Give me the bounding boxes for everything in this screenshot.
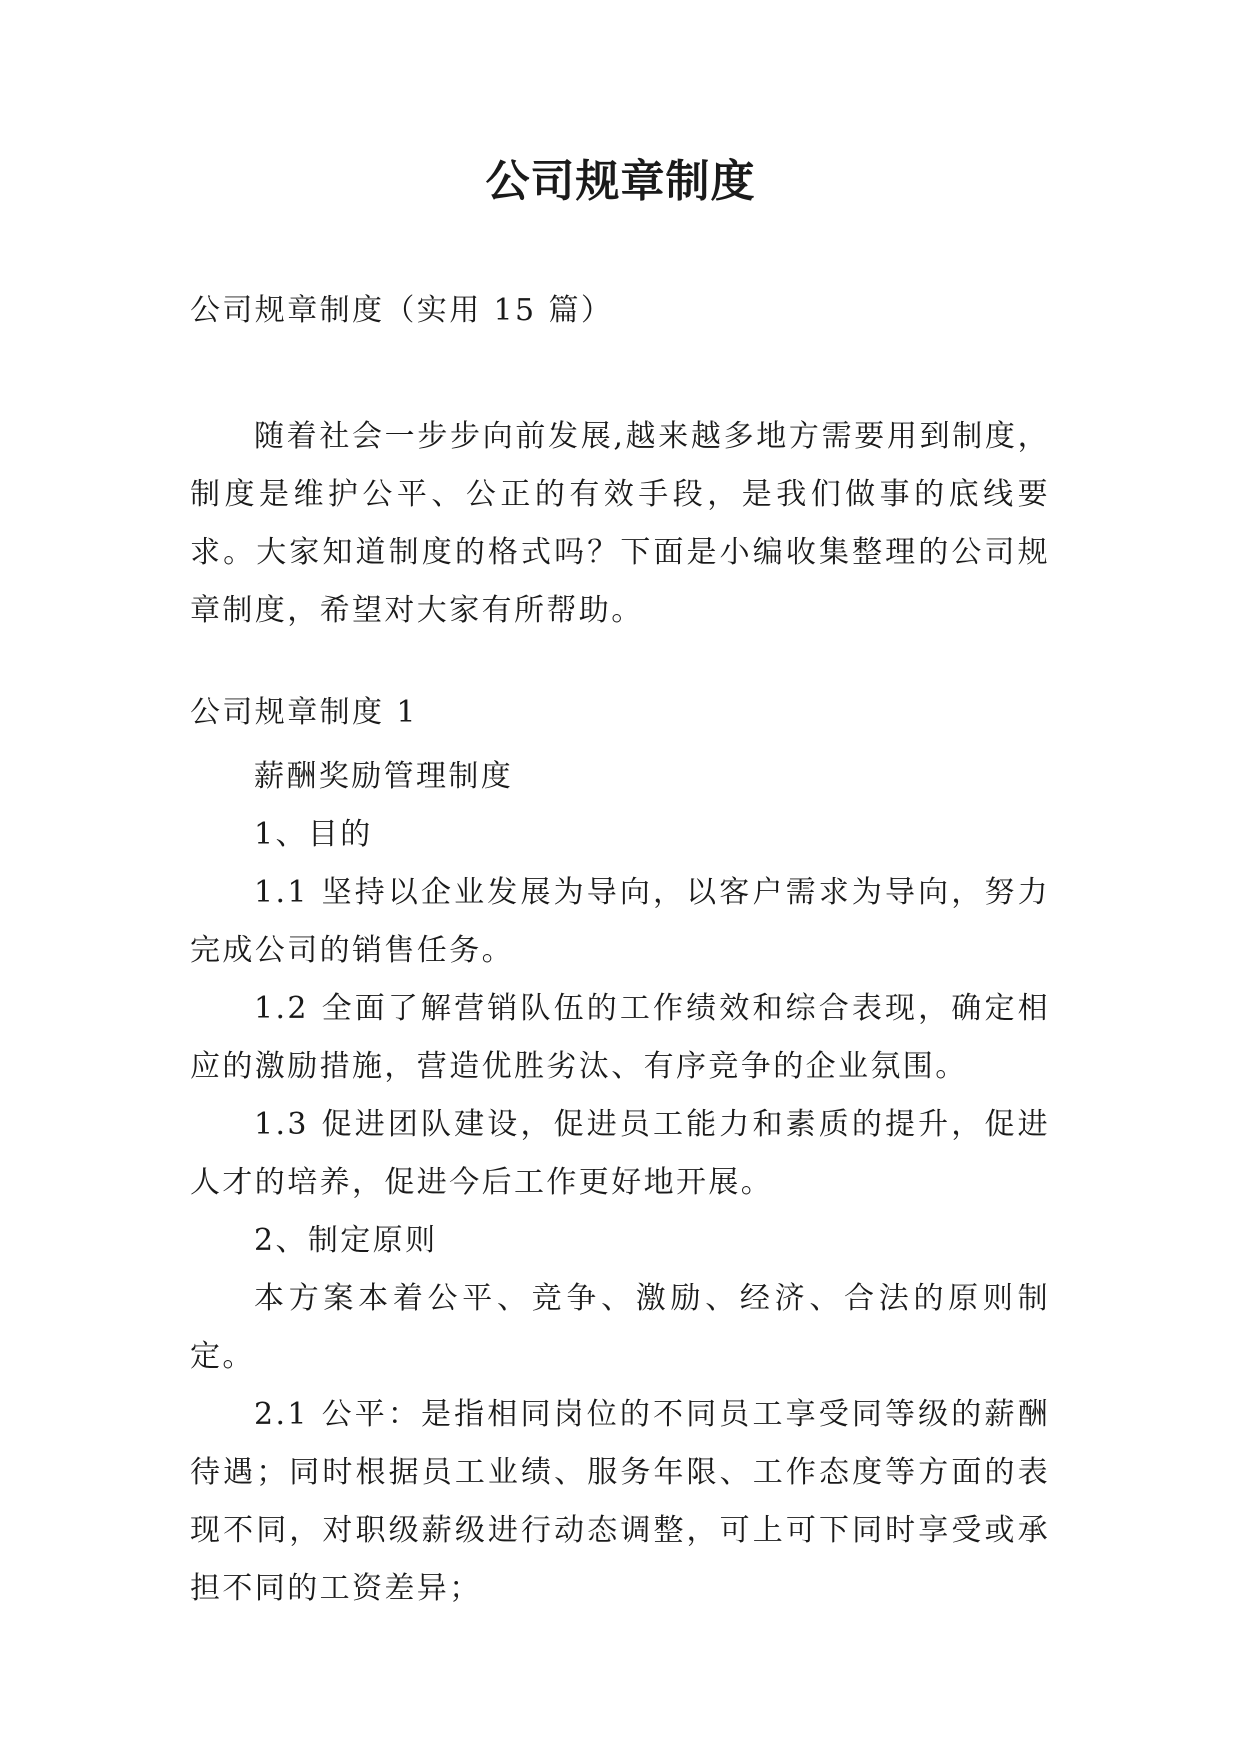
clause-1-3: 1.3 促进团队建设，促进员工能力和素质的提升，促进人才的培养，促进今后工作更好地开展。 [190, 1107, 1050, 1200]
clause-1-2: 1.2 全面了解营销队伍的工作绩效和综合表现，确定相应的激励措施，营造优胜劣汰、有序竞争的企业氛围。 [190, 991, 1050, 1084]
principles-statement: 本方案本着公平、竞争、激励、经济、合法的原则制定。 [190, 1281, 1050, 1374]
document-body [190, 290, 1050, 1618]
clause-1-1: 1.1 坚持以企业发展为导向，以客户需求为导向，努力完成公司的销售任务。 [190, 875, 1050, 968]
clause-2-1: 2.1 公平：是指相同岗位的不同员工享受同等级的薪酬待遇；同时根据员工业绩、服务年限、工作态度等方面的表现不同，对职级薪级进行动态调整，可上可下同时享受或承担不同的工资差异； [190, 1397, 1050, 1606]
intro-paragraph: 随着社会一步步向前发展,越来越多地方需要用到制度，制度是维护公平、公正的有效手段，是我们做事的底线要求。大家知道制度的格式吗？下面是小编收集整理的公司规章制度，希望对大家有所帮助。 [190, 419, 1050, 628]
document-title: 公司规章制度 [485, 156, 756, 207]
clause-heading-principles: 2、制定原则 [254, 1223, 438, 1258]
section-title-paragraph: 薪酬奖励管理制度 [254, 759, 514, 794]
document-subtitle: 公司规章制度（实用 15 篇） [190, 293, 614, 328]
clause-heading-purpose: 1、目的 [254, 817, 373, 852]
section-heading: 公司规章制度 1 [190, 695, 418, 730]
